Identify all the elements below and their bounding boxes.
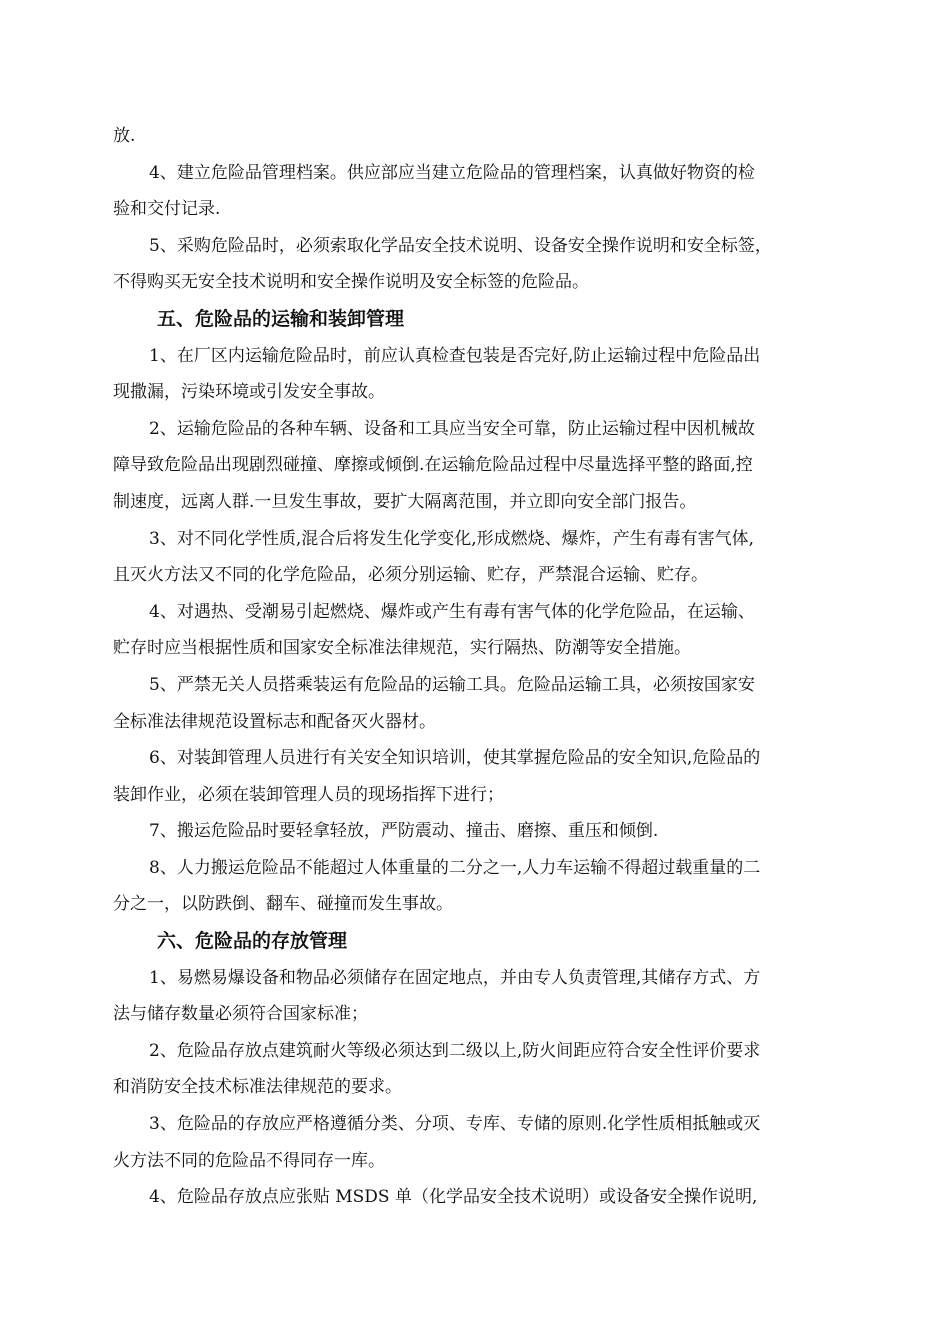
paragraph-line: 装卸作业，必须在装卸管理人员的现场指挥下进行；: [113, 784, 504, 805]
document-body: [113, 118, 841, 1216]
paragraph-line: 3、对不同化学性质,混合后将发生化学变化,形成燃烧、爆炸，产生有毒有害气体,: [149, 528, 755, 549]
paragraph-line: 且灭火方法又不同的化学危险品，必须分别运输、贮存，严禁混合运输、贮存。: [113, 565, 708, 586]
paragraph-line: 6、对装卸管理人员进行有关安全知识培训，使其掌握危险品的安全知识,危险品的: [149, 748, 761, 769]
paragraph-line: 障导致危险品出现剧烈碰撞、摩擦或倾倒.在运输危险品过程中尽量选择平整的路面,控: [113, 455, 753, 476]
paragraph-line: 2、运输危险品的各种车辆、设备和工具应当安全可靠，防止运输过程中因机械故: [149, 418, 755, 439]
paragraph-line: 5、严禁无关人员搭乘装运有危险品的运输工具。危险品运输工具，必须按国家安: [149, 674, 755, 695]
paragraph-line: 5、采购危险品时，必须索取化学品安全技术说明、设备安全操作说明和安全标签，: [149, 235, 772, 256]
paragraph-line: 验和交付记录.: [113, 199, 221, 220]
paragraph-line: 分之一，以防跌倒、翻车、碰撞而发生事故。: [113, 894, 453, 915]
paragraph-line: 不得购买无安全技术说明和安全操作说明及安全标签的危险品。: [113, 272, 589, 293]
section-heading: 五、危险品的运输和装卸管理: [157, 307, 405, 330]
paragraph-line: 放.: [113, 126, 136, 146]
paragraph-line: 制速度，远离人群.一旦发生事故，要扩大隔离范围，并立即向安全部门报告。: [113, 491, 697, 512]
section-heading: 六、危险品的存放管理: [157, 930, 348, 953]
paragraph-line: 1、在厂区内运输危险品时，前应认真检查包装是否完好,防止运输过程中危险品出: [149, 345, 761, 366]
paragraph-line: 法与储存数量必须符合国家标准；: [113, 1004, 368, 1025]
paragraph-line: 2、危险品存放点建筑耐火等级必须达到二级以上,防火间距应符合安全性评价要求: [149, 1040, 761, 1061]
paragraph-line: 全标准法律规范设置标志和配备灭火器材。: [113, 711, 436, 732]
paragraph-line: 贮存时应当根据性质和国家安全标准法律规范，实行隔热、防潮等安全措施。: [113, 638, 691, 659]
paragraph-line: 现撒漏，污染环境或引发安全事故。: [113, 382, 385, 403]
paragraph-line: 4、对遇热、受潮易引起燃烧、爆炸或产生有毒有害气体的化学危险品，在运输、: [149, 601, 755, 622]
paragraph-line: 和消防安全技术标准法律规范的要求。: [113, 1077, 402, 1098]
paragraph-line: 7、搬运危险品时要轻拿轻放，严防震动、撞击、磨擦、重压和倾倒.: [149, 821, 659, 842]
paragraph-line: 4、建立危险品管理档案。供应部应当建立危险品的管理档案，认真做好物资的检: [149, 162, 755, 183]
paragraph-line: 4、危险品存放点应张贴 MSDS 单（化学品安全技术说明）或设备安全操作说明,: [149, 1187, 758, 1208]
paragraph-line: 火方法不同的危险品不得同存一库。: [113, 1150, 385, 1171]
paragraph-line: 3、危险品的存放应严格遵循分类、分项、专库、专储的原则.化学性质相抵触或灭: [149, 1114, 761, 1135]
paragraph-line: 8、人力搬运危险品不能超过人体重量的二分之一,人力车运输不得超过载重量的二: [149, 857, 761, 878]
paragraph-line: 1、易燃易爆设备和物品必须储存在固定地点，并由专人负责管理,其储存方式、方: [149, 967, 761, 988]
